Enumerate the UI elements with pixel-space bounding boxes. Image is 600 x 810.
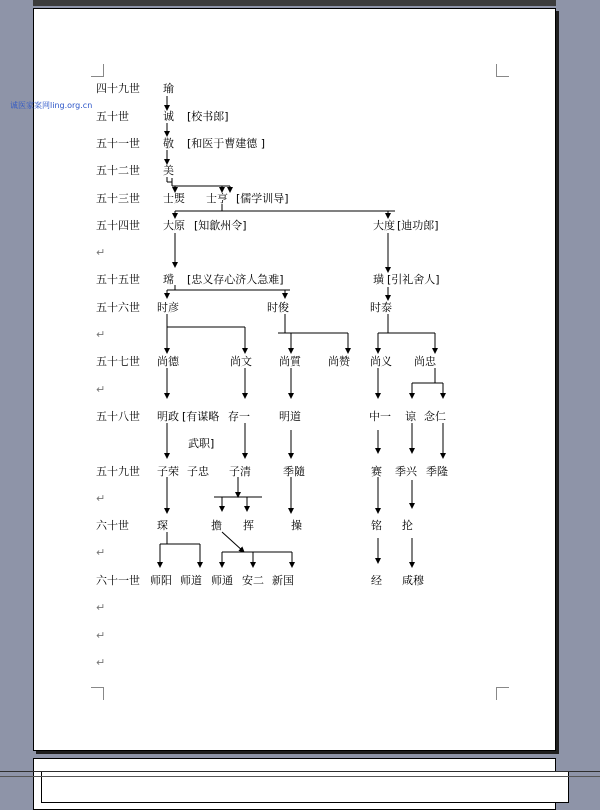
person-xiang: 瑺 [163, 273, 174, 286]
title-mingzheng-cont: 武职] [188, 437, 215, 450]
title-xiang: [忠义存心济人急难] [187, 273, 284, 286]
person-mingdao: 明道 [279, 410, 301, 423]
person-dan: 擔 [211, 519, 222, 532]
person-jixing: 季兴 [395, 465, 417, 478]
person-shidao: 师道 [180, 574, 202, 587]
person-shijun: 时俊 [267, 301, 289, 314]
person-mei: 美 [163, 164, 174, 177]
title-mingzheng: [有谋略 [182, 410, 220, 423]
person-huang: 璜 [373, 273, 384, 286]
paragraph-mark: ↵ [96, 328, 106, 341]
person-yu: 瑜 [163, 82, 174, 95]
title-shiheng: [儒学训导] [236, 192, 289, 205]
person-xianmu: 咸穆 [402, 574, 424, 587]
generation-label-60: 六十世 [96, 519, 129, 532]
paragraph-mark: ↵ [96, 246, 106, 259]
person-shangzhong: 尚忠 [414, 355, 436, 368]
person-zhongyi: 中一 [369, 410, 391, 423]
person-zizhong: 子忠 [187, 465, 209, 478]
title-dadu: [迪功郎] [397, 219, 439, 232]
person-shiyang: 师阳 [150, 574, 172, 587]
person-liang: 谅 [405, 410, 416, 423]
person-nianren: 念仁 [424, 410, 446, 423]
generation-label-54: 五十四世 [96, 219, 140, 232]
paragraph-mark: ↵ [96, 546, 106, 559]
person-hui: 挥 [243, 519, 254, 532]
generation-label-51: 五十一世 [96, 137, 140, 150]
generation-label-61: 六十一世 [96, 574, 140, 587]
generation-label-56: 五十六世 [96, 301, 140, 314]
generation-label-53: 五十三世 [96, 192, 140, 205]
paragraph-mark: ↵ [96, 383, 106, 396]
person-zirong: 子荣 [157, 465, 179, 478]
paragraph-mark: ↵ [96, 492, 106, 505]
person-cunyi: 存一 [228, 410, 250, 423]
generation-label-49: 四十九世 [96, 82, 140, 95]
person-shiyan: 时彦 [157, 301, 179, 314]
paragraph-mark: ↵ [96, 601, 106, 614]
person-shiheng: 士亨 [206, 192, 228, 205]
title-dayuan: [知歙州令] [194, 219, 247, 232]
person-shangde: 尚德 [157, 355, 179, 368]
person-ming: 铭 [371, 519, 382, 532]
person-aner: 安二 [242, 574, 264, 587]
person-shangyi: 尚义 [370, 355, 392, 368]
generation-label-59: 五十九世 [96, 465, 140, 478]
person-cheng: 诚 [163, 110, 174, 123]
person-lun: 抡 [402, 519, 413, 532]
person-sai: 赛 [371, 465, 382, 478]
person-xinguo: 新国 [272, 574, 294, 587]
person-shitai: 时泰 [370, 301, 392, 314]
person-jisui: 季隨 [283, 465, 305, 478]
person-shangzan: 尚赞 [328, 355, 350, 368]
person-shangwen: 尚文 [230, 355, 252, 368]
paragraph-mark: ↵ [96, 656, 106, 669]
title-jing: [和医于曹建德 ] [187, 137, 266, 150]
paragraph-mark: ↵ [96, 629, 106, 642]
generation-label-57: 五十七世 [96, 355, 140, 368]
generation-label-52: 五十二世 [96, 164, 140, 177]
person-shitong: 师通 [211, 574, 233, 587]
title-huang: [引礼舍人] [387, 273, 440, 286]
person-mingzheng: 明政 [157, 410, 179, 423]
person-shijiong: 士煚 [163, 192, 185, 205]
person-dayuan: 大原 [163, 219, 185, 232]
person-dadu: 大度 [373, 219, 395, 232]
person-cao: 操 [291, 519, 302, 532]
person-chen: 琛 [157, 519, 168, 532]
generation-label-58: 五十八世 [96, 410, 140, 423]
person-jing2: 经 [371, 574, 382, 587]
person-jilong: 季隆 [426, 465, 448, 478]
generation-label-55: 五十五世 [96, 273, 140, 286]
generation-label-50: 五十世 [96, 110, 129, 123]
title-cheng: [校书郎] [187, 110, 229, 123]
watermark-text: 诚医家案网ling.org.cn [10, 101, 93, 110]
person-jing: 敬 [163, 137, 174, 150]
person-shangzhi: 尚質 [279, 355, 301, 368]
person-ziqing: 子清 [229, 465, 251, 478]
